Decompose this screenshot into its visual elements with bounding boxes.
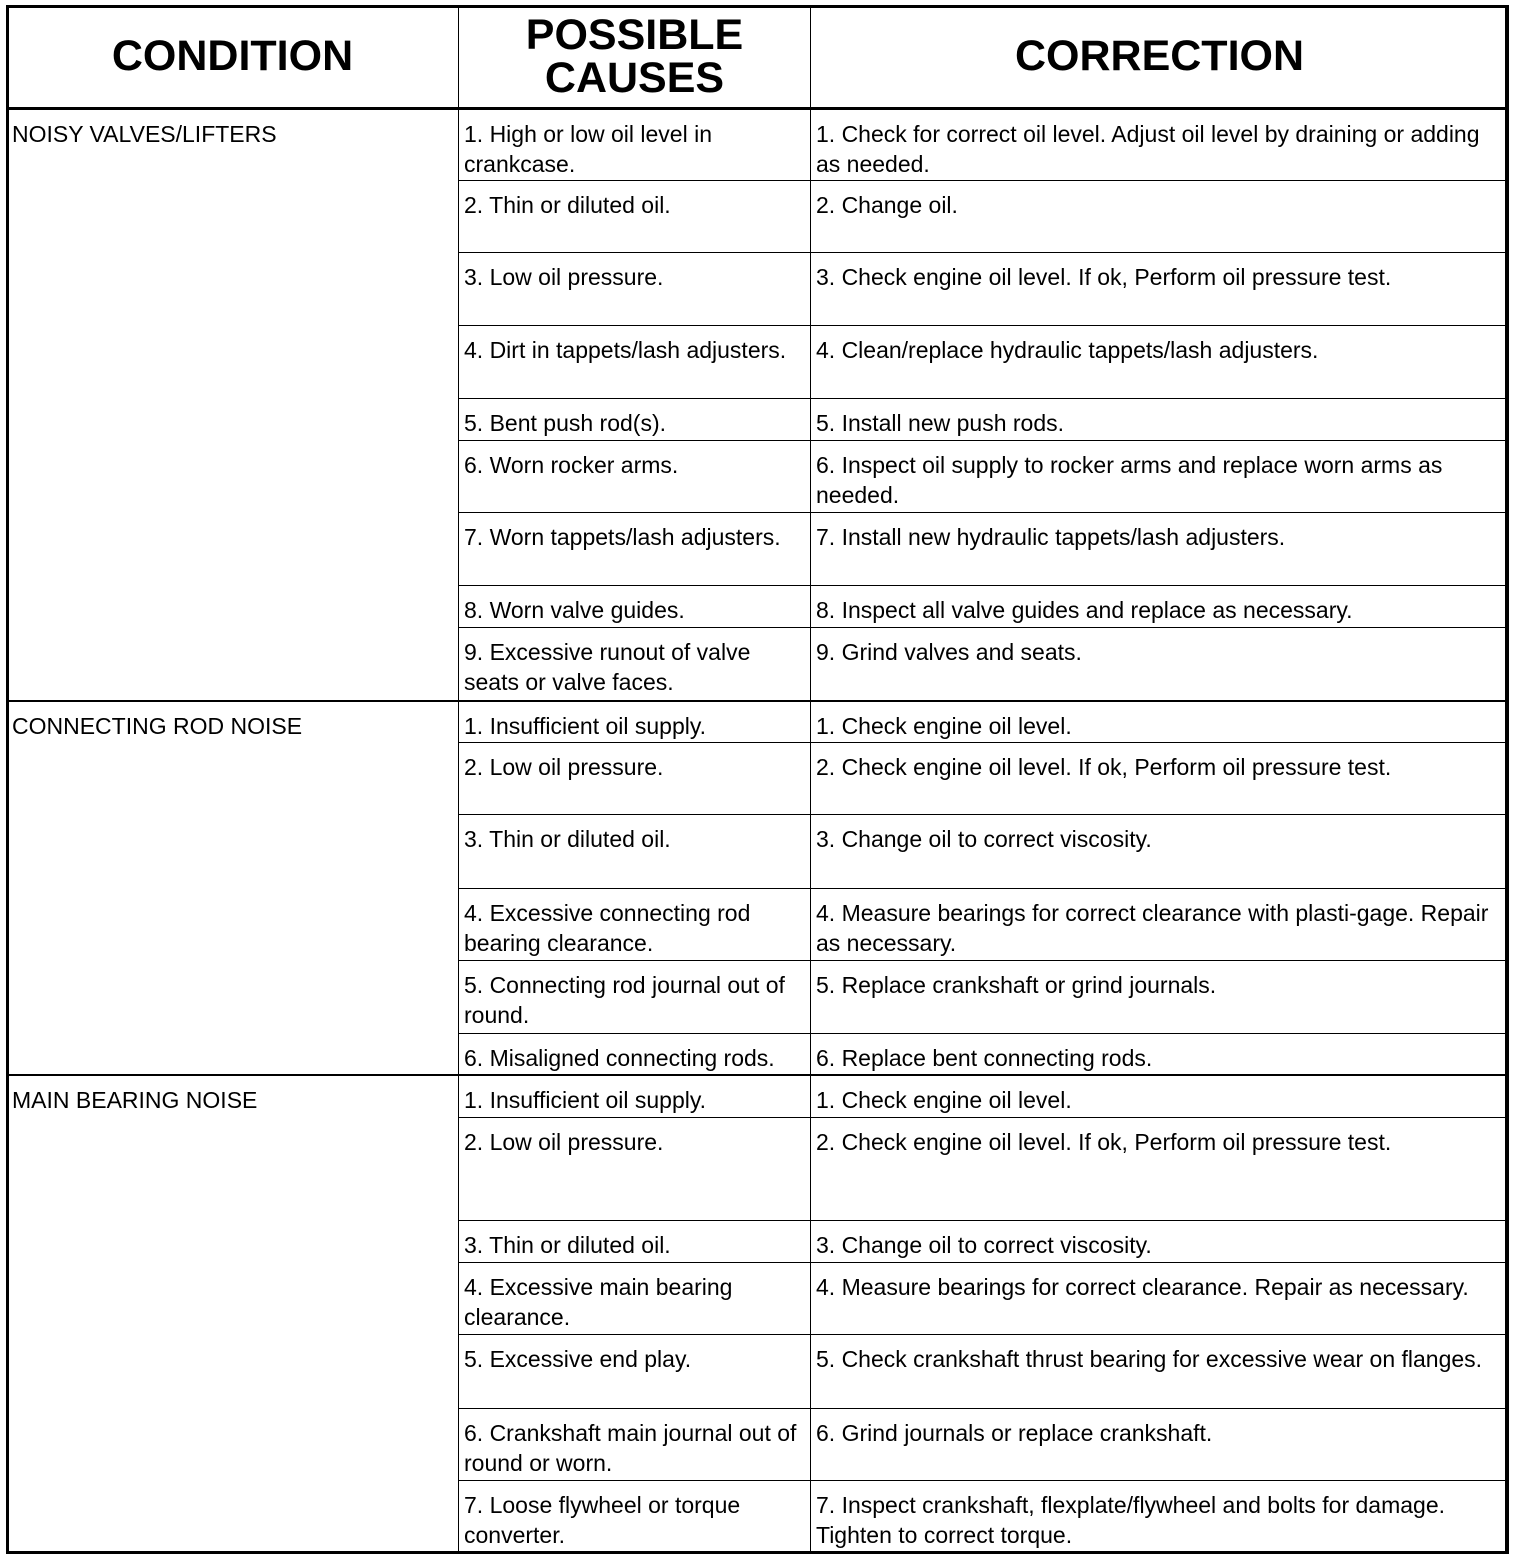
cause-text: 1. Insufficient oil supply.: [464, 712, 707, 739]
correction-text: 1. Check engine oil level.: [816, 712, 1072, 739]
correction-text: 1. Check for correct oil level. Adjust oil level by draining or adding as needed.: [816, 121, 1480, 177]
correction-text: 4. Measure bearings for correct clearance with plasti-gage. Repair as necessary.: [816, 899, 1489, 956]
cause-text: 4. Dirt in tappets/lash adjusters.: [464, 337, 787, 364]
header-possible-causes: POSSIBLE CAUSES: [459, 6, 811, 109]
correction-text: 7. Install new hydraulic tappets/lash adjusters.: [816, 523, 1286, 550]
cause-text: 9. Excessive runout of valve seats or valve faces.: [464, 639, 751, 695]
correction-text: 6. Grind journals or replace crankshaft.: [816, 1419, 1213, 1446]
correction-text: 5. Replace crankshaft or grind journals.: [816, 971, 1217, 998]
cause-text: 2. Low oil pressure.: [464, 754, 664, 781]
correction-text: 6. Inspect oil supply to rocker arms and replace worn arms as needed.: [816, 451, 1443, 508]
table-outer-border: [6, 5, 1508, 1554]
correction-text: 8. Inspect all valve guides and replace as necessary.: [816, 596, 1353, 623]
cause-text: 6. Crankshaft main journal out of round or worn.: [464, 1419, 797, 1476]
cause-text: 6. Misaligned connecting rods.: [464, 1044, 775, 1071]
correction-text: 3. Check engine oil level. If ok, Perform oil pressure test.: [816, 264, 1392, 291]
cause-text: 3. Thin or diluted oil.: [464, 1232, 671, 1259]
header-condition: CONDITION: [7, 6, 459, 109]
header-correction: CORRECTION: [811, 6, 1509, 109]
condition-text: CONNECTING ROD NOISE: [12, 712, 303, 739]
condition-text: MAIN BEARING NOISE: [12, 1087, 258, 1114]
correction-text: 1. Check engine oil level.: [816, 1087, 1072, 1114]
cause-text: 7. Worn tappets/lash adjusters.: [464, 523, 781, 550]
correction-text: 7. Inspect crankshaft, flexplate/flywheel and bolts for damage. Tighten to correct torque.: [816, 1491, 1446, 1548]
cause-text: 5. Connecting rod journal out of round.: [464, 971, 785, 1028]
correction-text: 3. Change oil to correct viscosity.: [816, 1232, 1152, 1259]
cause-text: 5. Excessive end play.: [464, 1346, 692, 1373]
correction-text: 5. Install new push rods.: [816, 409, 1065, 436]
cause-text: 5. Bent push rod(s).: [464, 409, 666, 436]
correction-text: 6. Replace bent connecting rods.: [816, 1044, 1153, 1071]
cause-text: 4. Excessive main bearing clearance.: [464, 1274, 733, 1331]
correction-text: 2. Check engine oil level. If ok, Perform oil pressure test.: [816, 754, 1392, 781]
cause-text: 2. Low oil pressure.: [464, 1128, 664, 1155]
cause-text: 1. Insufficient oil supply.: [464, 1087, 707, 1114]
condition-text: NOISY VALVES/LIFTERS: [12, 121, 277, 147]
cause-text: 6. Worn rocker arms.: [464, 451, 679, 478]
cause-text: 4. Excessive connecting rod bearing clearance.: [464, 899, 751, 956]
correction-text: 2. Change oil.: [816, 192, 958, 219]
correction-text: 9. Grind valves and seats.: [816, 639, 1082, 665]
cause-text: 1. High or low oil level in crankcase.: [464, 121, 713, 177]
correction-text: 2. Check engine oil level. If ok, Perform oil pressure test.: [816, 1128, 1392, 1155]
cause-text: 8. Worn valve guides.: [464, 596, 685, 623]
correction-text: 4. Clean/replace hydraulic tappets/lash adjusters.: [816, 337, 1319, 364]
cause-text: 2. Thin or diluted oil.: [464, 192, 671, 219]
correction-text: 5. Check crankshaft thrust bearing for excessive wear on flanges.: [816, 1346, 1483, 1373]
cause-text: 3. Low oil pressure.: [464, 264, 664, 291]
correction-text: 3. Change oil to correct viscosity.: [816, 826, 1152, 853]
correction-text: 4. Measure bearings for correct clearance. Repair as necessary.: [816, 1274, 1469, 1301]
cause-text: 3. Thin or diluted oil.: [464, 826, 671, 853]
cause-text: 7. Loose flywheel or torque converter.: [464, 1491, 741, 1548]
